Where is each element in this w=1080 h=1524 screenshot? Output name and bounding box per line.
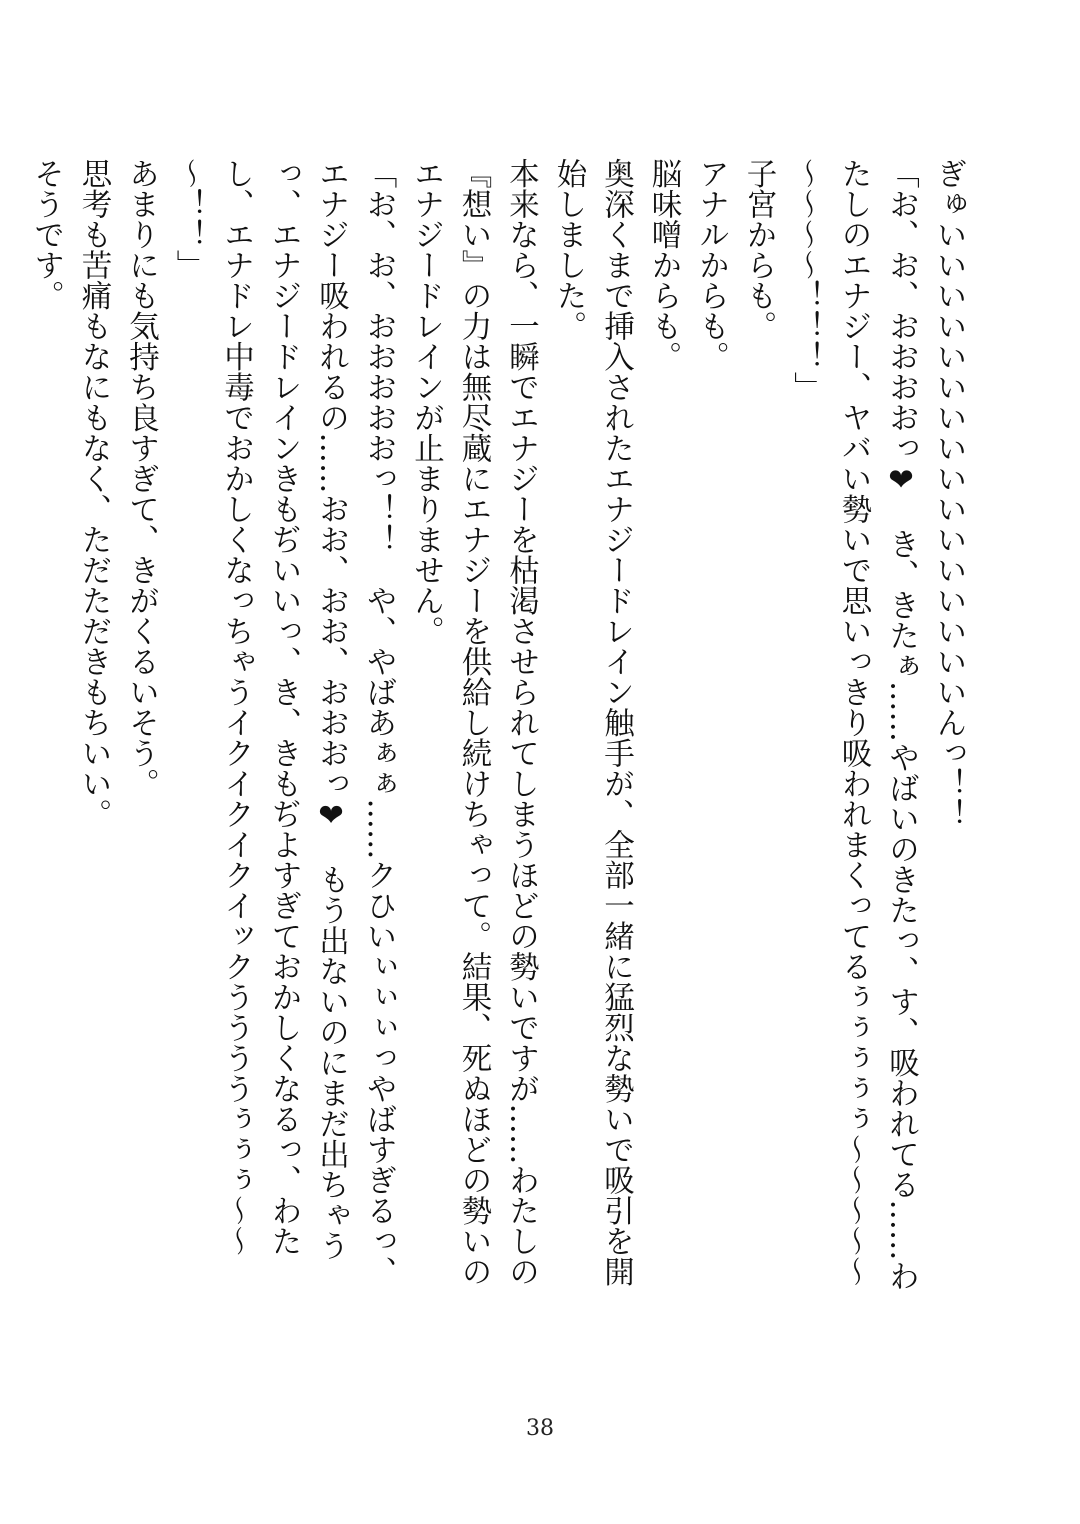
vertical-text-body	[28, 158, 972, 1308]
text-line-10: 思考も苦痛もなにもなく、ただただきもちいい。	[76, 158, 111, 829]
text-line-1: ぎゅいいいいいいいいいいいいいいいいんっ！！	[931, 158, 966, 829]
text-line-11: そうです。	[28, 158, 64, 311]
text-line-9: あまりにも気持ち良すぎて、きがくるいそう。	[123, 158, 159, 799]
text-line-3: 子宮からも。	[741, 158, 776, 341]
text-line-5: 脳味噌からも。	[646, 158, 681, 372]
page-number: 38	[526, 1416, 554, 1441]
text-line-6: 奥深くまで挿入されたエナジードレイン触手が、全部一緒に猛烈な勢いで吸引を開始しました。	[551, 158, 634, 1287]
text-line-8: 「お、お、おおおおおっ！！ や、やばあぁぁ……クひいぃぃぃっやばすぎるっ、エナジー吸われるの……おお、おお、おおおっ❤ もう出ないのにまだ出ちゃうっ、エナジードレインきもぢいいっ、き、きもぢよすぎておかしくなるっ、わたし、エナドレ中毒でおかしくなっちゃうイクイクイクイックううううぅぅぅ～～～！！」	[171, 158, 396, 1287]
text-line-2: 「お、お、おおおおっ❤ き、きたぁ……やばいのきたっ、す、吸われてる……わたしのエナジー、ヤバい勢いで思いっきり吸われまくってるぅぅぅぅぅ～～～～～～～～～！！！」	[788, 158, 919, 1291]
text-line-7: 本来なら、一瞬でエナジーを枯渇させられてしまうほどの勢いですが……わたしの『想い』の力は無尽蔵にエナジーを供給し続けちゃって。結果、死ぬほどの勢いのエナジードレインが止まりません。	[408, 158, 539, 1287]
text-line-4: アナルからも。	[693, 158, 729, 372]
